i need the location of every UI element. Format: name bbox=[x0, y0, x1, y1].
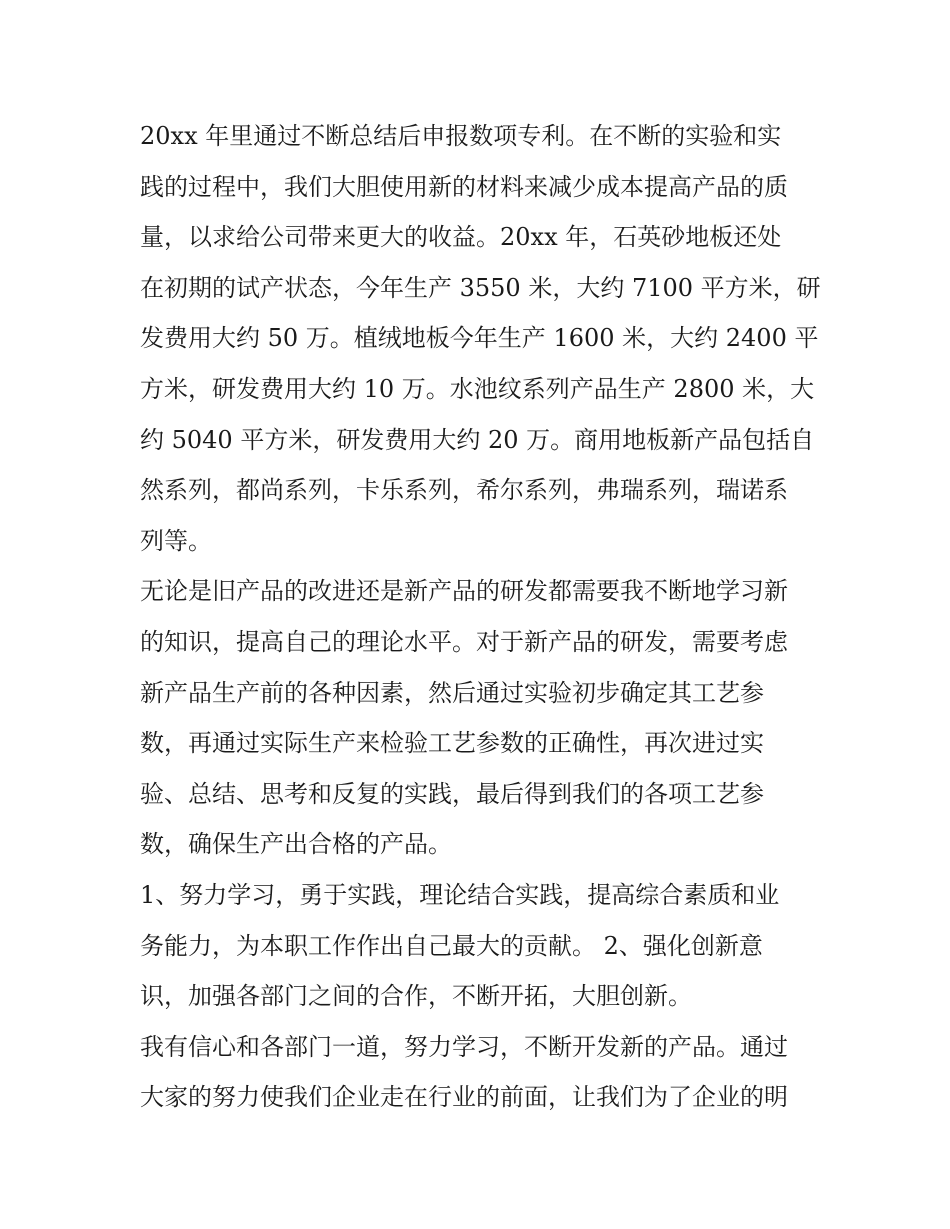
text-line: 数，确保生产出合格的产品。 bbox=[140, 830, 452, 859]
paragraph-patents-and-products bbox=[140, 111, 821, 566]
text-line: 无论是旧产品的改进还是新产品的研发都需要我不断地学习新 bbox=[140, 577, 788, 606]
document-body bbox=[140, 111, 821, 1123]
paragraph-research-learning bbox=[140, 566, 815, 870]
text-line: 我有信心和各部门一道，努力学习，不断开发新的产品。通过 bbox=[140, 1032, 788, 1061]
text-line: 方米，研发费用大约 10 万。水池纹系列产品生产 2800 米，大 bbox=[140, 374, 815, 403]
text-line: 在初期的试产状态，今年生产 3550 米，大约 7100 平方米，研 bbox=[140, 273, 821, 302]
text-line: 然系列，都尚系列，卡乐系列，希尔系列，弗瑞系列，瑞诺系 bbox=[140, 476, 788, 505]
text-line: 践的过程中，我们大胆使用新的材料来减少成本提高产品的质 bbox=[140, 172, 788, 201]
text-line: 1、努力学习，勇于实践，理论结合实践，提高综合素质和业 bbox=[140, 880, 780, 909]
text-line: 新产品生产前的各种因素，然后通过实验初步确定其工艺参 bbox=[140, 678, 764, 707]
text-line: 大家的努力使我们企业走在行业的前面，让我们为了企业的明 bbox=[140, 1083, 788, 1112]
text-line: 约 5040 平方米，研发费用大约 20 万。商用地板新产品包括自 bbox=[140, 425, 815, 454]
text-line: 量，以求给公司带来更大的收益。20xx 年，石英砂地板还处 bbox=[140, 223, 782, 252]
text-line: 20xx 年里通过不断总结后申报数项专利。在不断的实验和实 bbox=[140, 122, 782, 150]
text-line: 的知识，提高自己的理论水平。对于新产品的研发，需要考虑 bbox=[140, 627, 788, 656]
text-line: 识，加强各部门之间的合作，不断开拓，大胆创新。 bbox=[140, 982, 692, 1011]
text-line: 务能力，为本职工作作出自己最大的贡献。 2、强化创新意 bbox=[140, 931, 763, 960]
paragraph-closing bbox=[140, 1022, 815, 1123]
text-line: 列等。 bbox=[140, 526, 212, 555]
text-line: 数，再通过实际生产来检验工艺参数的正确性，再次进过实 bbox=[140, 729, 764, 758]
paragraph-goals-list bbox=[140, 870, 815, 1022]
text-line: 发费用大约 50 万。植绒地板今年生产 1600 米，大约 2400 平 bbox=[140, 324, 819, 353]
text-line: 验、总结、思考和反复的实践，最后得到我们的各项工艺参 bbox=[140, 779, 764, 808]
